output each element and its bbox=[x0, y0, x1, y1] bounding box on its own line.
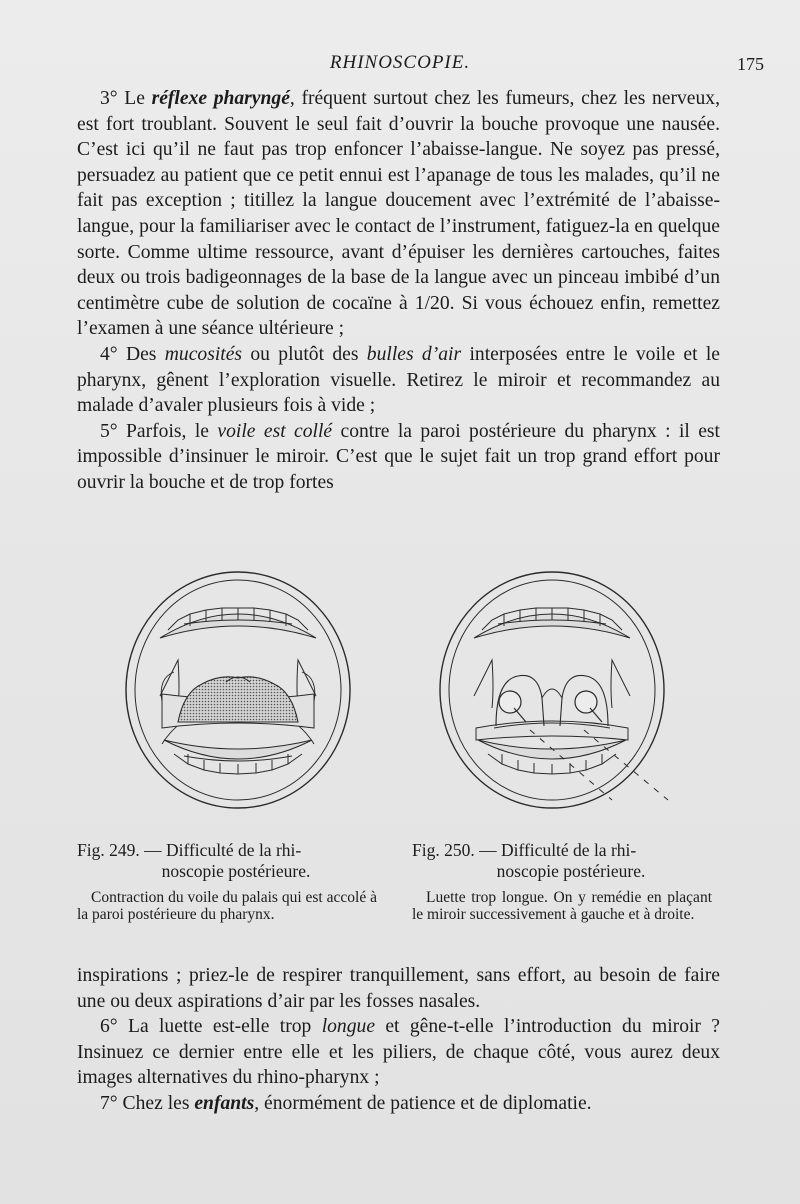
caption-title-line: noscopie postérieure. bbox=[161, 861, 311, 881]
paragraph-luette bbox=[77, 1014, 720, 1091]
figure-249-illustration bbox=[120, 568, 356, 816]
paragraph-mucosites bbox=[77, 342, 720, 419]
text-run: contre la paroi postérieure du pharynx : il est impossible d’insinuer le miroir. C’est que le sujet fait un trop grand effort pour ouvrir la bouche et de trop fortes bbox=[77, 420, 720, 493]
emphasis-text: bulles d’air bbox=[366, 343, 462, 365]
text-run: 6° La luette est-elle trop bbox=[100, 1016, 322, 1038]
figure-250-illustration bbox=[434, 568, 684, 816]
caption-title-line: noscopie postérieure. bbox=[496, 861, 646, 881]
paragraph-inspirations: inspirations ; priez-le de respirer tranquillement, sans effort, au besoin de faire une ou deux aspirations d’air par les fosses nasales. bbox=[77, 965, 720, 1012]
text-run: , fréquent surtout chez les fumeurs, chez les nerveux, est fort troublant. Souvent le seul fait d’ouvrir la bouche provoque une nausée. C’est ici qu’il ne faut pas trop enfoncer l’abaisse-langue. Ne soyez pas pressé, persuadez au patient que ce petit ennui est l’apanage de tous les malades, qu’il ne fait pas exception ; titillez la langue doucement avec l’extrémité de l’abaisse-langue, pour la familiariser avec le contact de l’instrument, fatiguez-la en quelque sorte. Comme ultime ressource, avant d’épuiser les dernières cartouches, faites deux ou trois badigeonnages de la base de la langue avec un pinceau imbibé d’un centimètre cube de solution de cocaïne à 1/20. Si vous échouez enfin, remettez l’examen à une séance ultérieure ; bbox=[77, 88, 720, 340]
emphasis-text: voile est collé bbox=[217, 420, 333, 442]
text-run: 3° Le bbox=[100, 88, 152, 109]
paragraph-enfants bbox=[77, 1091, 720, 1117]
emphasis-text: longue bbox=[321, 1016, 376, 1038]
bottom-text-block bbox=[77, 963, 720, 1117]
text-run: 7° Chez les bbox=[100, 1092, 195, 1114]
open-mouth-contracted-veil-drawing bbox=[120, 568, 356, 816]
text-run: , énormément de patience et de diplomatie. bbox=[254, 1092, 592, 1114]
caption-title bbox=[412, 840, 712, 882]
running-title: RHINOSCOPIE. bbox=[329, 52, 471, 73]
caption-description: Luette trop longue. On y remédie en plaçant le miroir successivement à gauche et à droite. bbox=[412, 889, 712, 923]
paragraph-voile-colle bbox=[77, 419, 720, 496]
text-run: interposées entre le voile et le pharynx, gênent l’exploration visuelle. Retirez le miroir et recommandez au malade d’avaler plusieurs fois à vide ; bbox=[77, 343, 720, 417]
caption-description: Contraction du voile du palais qui est accolé à la paroi postérieure du pharynx. bbox=[77, 889, 377, 923]
figure-250-caption bbox=[412, 840, 712, 923]
emphasis-text: réflexe pharyngé bbox=[151, 88, 290, 109]
text-run: 4° Des bbox=[100, 343, 165, 365]
caption-title-line: Fig. 250. — Difficulté de la rhi- bbox=[412, 840, 637, 860]
open-mouth-long-uvula-drawing bbox=[434, 568, 684, 816]
text-run: et gêne-t-elle l’introduction du miroir ? Insinuez ce dernier entre elle et les piliers, de chaque côté, vous aurez deux images alternatives du rhino-pharynx ; bbox=[77, 1016, 720, 1089]
page-number: 175 bbox=[737, 54, 764, 74]
text-run: 5° Parfois, le bbox=[100, 420, 218, 442]
text-run: ou plutôt des bbox=[242, 343, 367, 365]
caption-title bbox=[77, 840, 377, 882]
emphasis-text: mucosités bbox=[164, 343, 243, 365]
caption-title-line: Fig. 249. — Difficulté de la rhi- bbox=[77, 840, 302, 860]
emphasis-text: enfants bbox=[194, 1092, 255, 1114]
paragraph-reflexe-pharynge bbox=[77, 86, 720, 342]
top-text-block bbox=[77, 86, 720, 496]
figure-249-caption bbox=[77, 840, 377, 923]
